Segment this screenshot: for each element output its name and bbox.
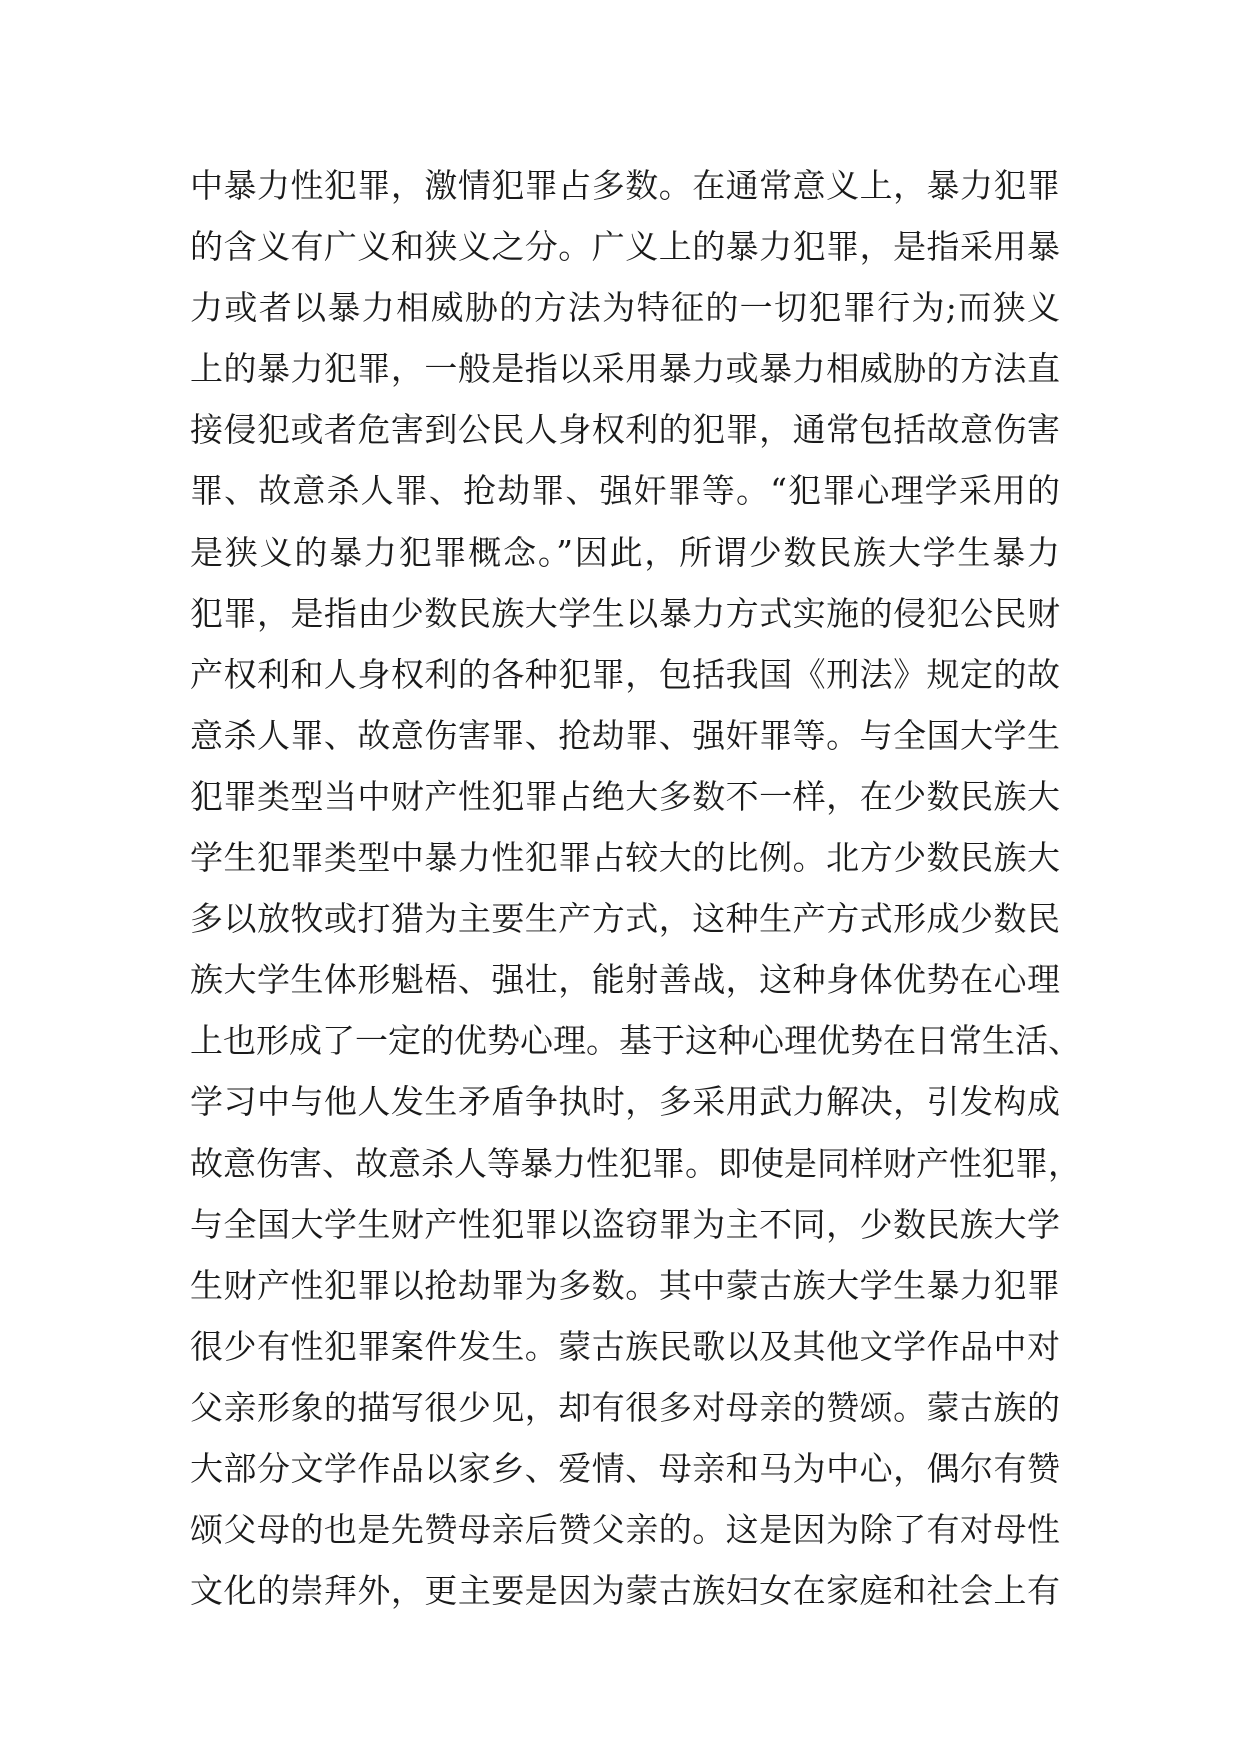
- text-line: 产权利和人身权利的各种犯罪，包括我国《刑法》规定的故: [190, 654, 1060, 694]
- text-line: 很少有性犯罪案件发生。蒙古族民歌以及其他文学作品中对: [190, 1326, 1060, 1366]
- text-line: 与全国大学生财产性犯罪以盗窃罪为主不同，少数民族大学: [190, 1204, 1060, 1244]
- text-line: 生财产性犯罪以抢劫罪为多数。其中蒙古族大学生暴力犯罪: [190, 1265, 1060, 1305]
- text-line: 的含义有广义和狭义之分。广义上的暴力犯罪，是指采用暴: [190, 227, 1060, 267]
- text-line: 犯罪类型当中财产性犯罪占绝大多数不一样，在少数民族大: [190, 776, 1060, 816]
- text-line: 上也形成了一定的优势心理。基于这种心理优势在日常生活、: [190, 1021, 1081, 1061]
- text-line: 学生犯罪类型中暴力性犯罪占较大的比例。北方少数民族大: [190, 838, 1060, 878]
- text-line: 学习中与他人发生矛盾争执时，多采用武力解决，引发构成: [190, 1082, 1060, 1122]
- text-line: 中暴力性犯罪，激情犯罪占多数。在通常意义上，暴力犯罪: [190, 166, 1060, 205]
- text-line: 多以放牧或打猎为主要生产方式，这种生产方式形成少数民: [190, 899, 1060, 939]
- text-line: 犯罪，是指由少数民族大学生以暴力方式实施的侵犯公民财: [190, 593, 1060, 633]
- text-line: 颂父母的也是先赞母亲后赞父亲的。这是因为除了有对母性: [190, 1510, 1060, 1550]
- text-line: 族大学生体形魁梧、强壮，能射善战，这种身体优势在心理: [190, 960, 1060, 1000]
- text-line: 是狭义的暴力犯罪概念。”因此，所谓少数民族大学生暴力: [190, 532, 1060, 572]
- text-line: 接侵犯或者危害到公民人身权利的犯罪，通常包括故意伤害: [190, 410, 1060, 450]
- text-line: 罪、故意杀人罪、抢劫罪、强奸罪等。“犯罪心理学采用的: [190, 471, 1060, 511]
- body-text: [190, 155, 1081, 1621]
- text-line: 父亲形象的描写很少见，却有很多对母亲的赞颂。蒙古族的: [190, 1387, 1060, 1427]
- text-line: 意杀人罪、故意伤害罪、抢劫罪、强奸罪等。与全国大学生: [190, 715, 1060, 755]
- text-line: 故意伤害、故意杀人等暴力性犯罪。即使是同样财产性犯罪，: [190, 1143, 1081, 1183]
- text-line: 上的暴力犯罪，一般是指以采用暴力或暴力相威胁的方法直: [190, 349, 1060, 389]
- text-line: 文化的崇拜外，更主要是因为蒙古族妇女在家庭和社会上有: [190, 1571, 1060, 1611]
- text-line: 力或者以暴力相威胁的方法为特征的一切犯罪行为;而狭义: [190, 288, 1060, 328]
- text-line: 大部分文学作品以家乡、爱情、母亲和马为中心，偶尔有赞: [190, 1448, 1060, 1488]
